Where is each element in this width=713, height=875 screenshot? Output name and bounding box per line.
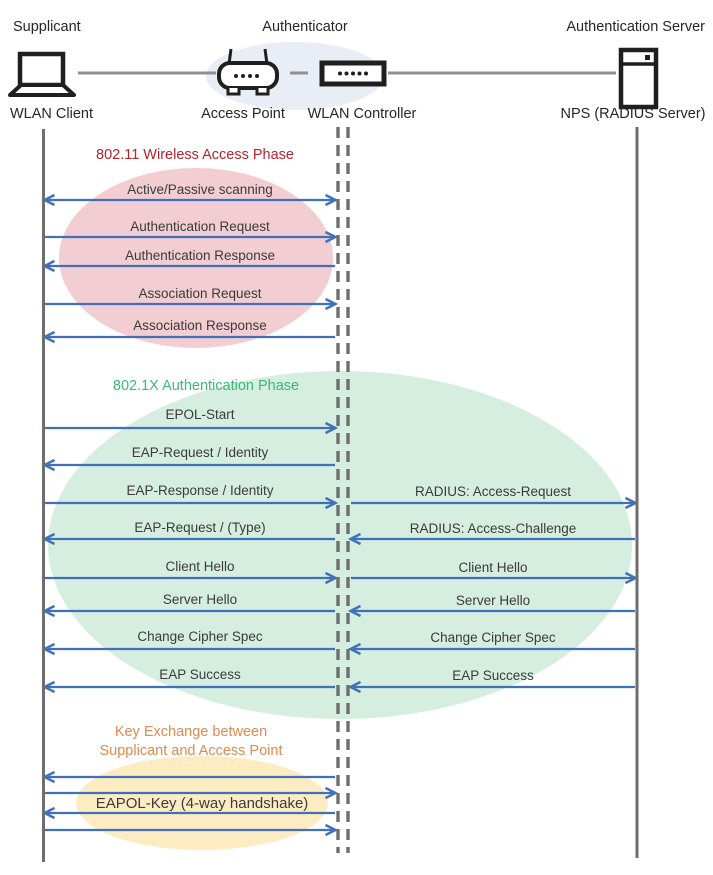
phase3-title-line2: Supplicant and Access Point (99, 743, 283, 759)
message-label: EAPOL-Key (4-way handshake) (95, 795, 309, 812)
device-label-wlan-client: WLAN Client (10, 106, 93, 122)
message-label: RADIUS: Access-Request (414, 484, 572, 499)
message-label: Server Hello (162, 592, 238, 607)
phase2-title: 802.1X Authentication Phase (112, 378, 300, 394)
role-label-authenticator: Authenticator (262, 19, 348, 35)
device-label-access-point: Access Point (201, 106, 285, 122)
message-label: Server Hello (455, 593, 531, 608)
server-icon (618, 47, 659, 110)
phase2-ellipse (48, 371, 632, 719)
message-label: Authentication Response (124, 248, 276, 263)
message-label: Association Response (133, 318, 267, 333)
message-label: EPOL-Start (165, 407, 235, 422)
message-label: EAP Success (452, 668, 534, 683)
message-label: Association Request (138, 286, 262, 301)
device-label-wlan-controller: WLAN Controller (307, 106, 417, 122)
wlan-controller-icon (319, 60, 387, 88)
message-label: Active/Passive scanning (127, 182, 273, 197)
message-label: EAP-Response / Identity (126, 483, 274, 498)
message-label: Change Cipher Spec (430, 630, 556, 645)
access-point-icon (216, 46, 280, 98)
laptop-icon (6, 50, 78, 100)
phase3-title (100, 723, 283, 761)
message-label: EAP-Request / (Type) (134, 520, 266, 535)
message-label: Change Cipher Spec (137, 629, 263, 644)
role-label-auth-server: Authentication Server (566, 19, 705, 35)
message-label: Client Hello (165, 559, 235, 574)
message-label: RADIUS: Access-Challenge (409, 521, 577, 536)
phase1-title: 802.11 Wireless Access Phase (96, 147, 294, 163)
message-label: EAP-Request / Identity (131, 445, 269, 460)
role-label-supplicant: Supplicant (13, 19, 81, 35)
phase3-title-line1: Key Exchange between (114, 724, 268, 740)
message-label: Client Hello (458, 560, 528, 575)
message-label: EAP Success (159, 667, 241, 682)
device-label-nps-radius-server: NPS (RADIUS Server) (560, 106, 706, 122)
message-label: Authentication Request (130, 219, 270, 234)
